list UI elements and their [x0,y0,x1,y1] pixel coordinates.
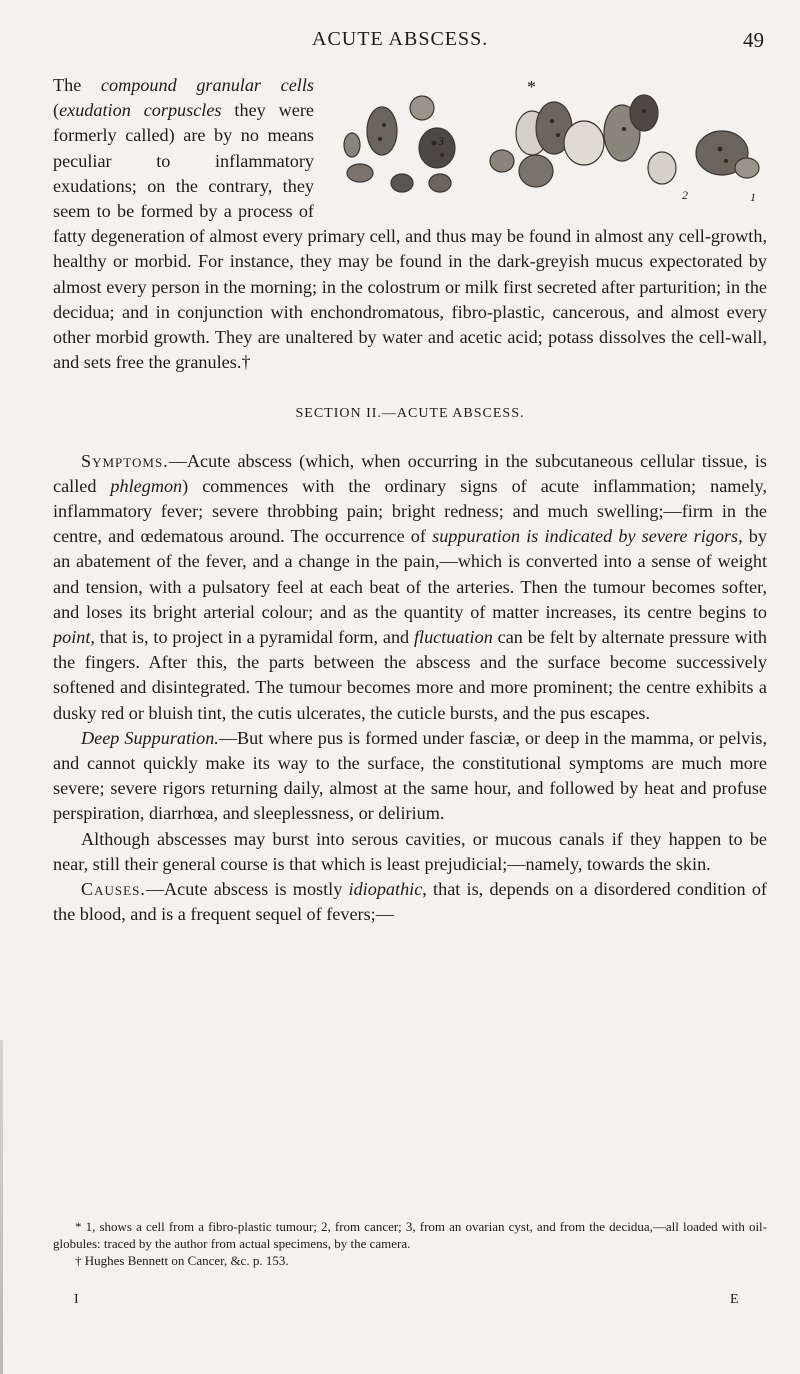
causes-lead: Causes. [81,879,146,900]
figure-label-3: 3 [438,134,444,148]
paragraph-causes: Causes.—Acute abscess is mostly idiopathic, that is, depends on a disordered condition of the blood, and is a frequent sequel of fevers;— [53,879,767,925]
page-number: 49 [743,28,764,52]
paragraph-text: The compound granular cells (exudation corpuscles they were formerly called) are by no means peculiar to inflammatory exudations; on the contrary, they seem to be formed by a process of fatty degeneration of almost every primary cell, and thus may be found in almost any cell-growth, healthy or morbid. For instance, they may be found in the dark-greyish mucus expectorated by almost every person in the morning; in the colostrum or milk first secreted after parturition; in the decidua; and in conjunction with enchondromatous, fibro-plastic, cancerous, and almost every other morbid growth. They are unaltered by water and acetic acid; potass dissolves the cell-wall, and sets free the granules.† [53,75,767,373]
symptoms-lead: Symptoms. [81,450,169,471]
footnotes [53,1218,767,1269]
term-compound-granular-cells: compound granular cells [100,75,314,95]
page-header [0,28,800,58]
cell-group-2 [490,102,604,187]
section-heading: SECTION II.—ACUTE ABSCESS. [295,406,525,422]
body-text [53,73,767,928]
signature-marks [0,1292,800,1312]
footnote-figure: * 1, shows a cell from a fibro-plastic tumour; 2, from cancer; 3, from an ovarian cyst, and from the decidua,—all loaded with oil-globules: traced by the author from actual specimens, by the camera. [53,1219,767,1251]
signature-right: E [730,1292,739,1307]
figure-asterisk: * [527,77,536,97]
paragraph-abscess-course: Although abscesses may burst into serous cavities, or mucous canals if they happen to be near, still their general course is that which is least prejudicial;—namely, towards the skin. [53,828,767,874]
figure-label-1: 1 [750,190,756,204]
cell-figure [322,73,767,205]
granular-cells-illustration [322,73,767,205]
footnote-reference: † Hughes Bennett on Cancer, &c. p. 153. [75,1253,289,1268]
running-head: ACUTE ABSCESS. [312,28,489,50]
page-edge-shadow [0,1040,3,1374]
paragraph-granular-cells [53,73,767,375]
paragraph-deep-suppuration: Deep Suppuration.—But where pus is formed under fasciæ, or deep in the mamma, or pelvis, and cannot quickly make its way to the surface, the constitutional symptoms are much more severe; severe rigors returning daily, almost at the same hour, and followed by heat and profuse perspiration, diarrhœa, and sleeplessness, or delirium. [53,727,767,824]
term-exudation-corpuscles: exudation corpuscles [59,100,222,121]
deep-suppuration-lead: Deep Suppuration. [81,727,219,748]
signature-left: I [74,1292,79,1307]
figure-label-2: 2 [682,188,688,202]
paragraph-symptoms: Symptoms.—Acute abscess (which, when occurring in the subcutaneous cellular tissue, is called phlegmon) commences with the ordinary signs of acute inflammation; namely, inflammatory fever; severe throbbing pain; bright redness; and much swelling;—firm in the centre, and œdematous around. The occurrence of suppuration is indicated by severe rigors, by an abatement of the fever, and a change in the pain,—which is converted into a sense of weight and tension, with a pulsatory feel at each beat of the arteries. Then the tumour becomes softer, and loses its bright arterial colour; and as the quantity of matter increases, its centre begins to point, that is, to project in a pyramidal form, and fluctuation can be felt by alternate pressure with the fingers. After this, the parts between the abscess and the surface become successively softened and disintegrated. The tumour becomes more and more prominent; the centre exhibits a dusky red or bluish tint, the cutis ulcerates, the cuticle bursts, and the pus escapes. [53,450,767,723]
cell-group-1 [604,95,759,184]
